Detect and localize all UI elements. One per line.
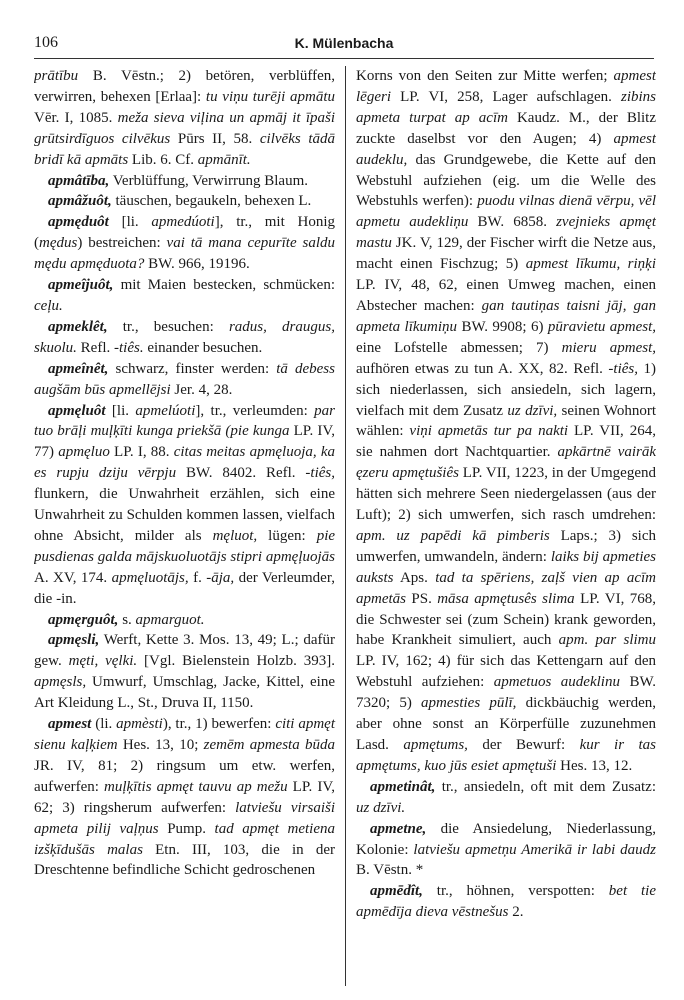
dictionary-entry — [34, 212, 335, 275]
example-text: vai tā mana cepurīte saldu mędu apmęduota? — [34, 235, 335, 273]
gloss-text: Hes. 13, 10; — [117, 737, 204, 753]
gloss-text: seinen Wohnort wählen: — [356, 402, 656, 440]
headword: apmęsli, — [48, 632, 100, 649]
example-text: viņi apmetās tur pa nakti — [409, 423, 569, 440]
gloss-text: einander besuchen. — [143, 339, 263, 356]
example-text: apmarguot. — [135, 611, 205, 628]
gloss-text: LP. IV, 162; 4) für sich das Kettengarn auf den Webstuhl aufziehen: — [356, 653, 656, 691]
example-text: apmānīt. — [197, 151, 251, 168]
example-text: -tiês. — [114, 339, 144, 356]
dictionary-entry — [34, 401, 335, 610]
gloss-text: BW. 7320; 5) — [356, 674, 656, 712]
gloss-text: Werft, Kette 3. Mos. 13, 49; L.; dafür gew. — [34, 632, 335, 670]
gloss-text: dickbäuchig werden, aber ohne sonst an Körperfülle zuzunehmen Lasd. — [356, 695, 656, 753]
example-text: apkārtnē vairāk ęzeru apmętušiês — [356, 444, 656, 482]
example-text: mędus — [39, 235, 78, 252]
gloss-text: aufhören etwas zu tun A. XX, 82. Refl. — [356, 360, 609, 377]
headword: apmetinât, — [370, 778, 436, 795]
gloss-text: Pump. — [158, 820, 215, 837]
example-text: pie pusdienas galda mājskuoluotājs stipri apmęļuojās — [34, 527, 336, 565]
example-text: radus, draugus, skuolu. — [34, 318, 335, 356]
example-text: apmętums, — [403, 737, 468, 753]
gloss-text: LP. IV, 48, 62, einen Umweg machen, einen Abstecher machen: — [356, 277, 656, 314]
gloss-text: schwarz, finster werden: — [108, 360, 277, 377]
gloss-text: Umwurf, Umschlag, Jacke, Kittel, eine Art Kleidung L., St., Druva II, 1150. — [34, 674, 335, 712]
page-header — [34, 30, 654, 56]
dictionary-entry — [34, 191, 335, 212]
example-text: apmèsti — [116, 716, 163, 733]
gloss-text: der Bewurf: — [467, 737, 580, 753]
dictionary-entry — [34, 317, 335, 359]
gloss-text: mit Maien bestecken, schmücken: — [113, 277, 335, 294]
right-column — [345, 66, 656, 986]
example-text: tad ta spēriens, zaļš vien ap acīm apmetās — [356, 569, 656, 607]
example-text: kur ir tas apmętums, kuo jūs esiet apmętuši — [356, 737, 656, 774]
example-text: uz dzīvi, — [507, 402, 558, 419]
example-text: par tuo brāļi muļķīti kunga priekšā (pie kunga — [34, 402, 335, 440]
example-text: apmęluotājs, — [111, 569, 189, 586]
entry-continuation — [34, 66, 335, 171]
example-text: apmęluo — [58, 444, 110, 461]
gloss-text: das Grundgewebe, die Kette auf den Webstuhl aufziehen (eig. um die Welle des Webstuhls werfen): — [356, 151, 656, 210]
gloss-text: Pūrs II, 58. — [170, 130, 260, 147]
example-text: apmest līkumu, riņķi — [525, 256, 656, 273]
dictionary-entry — [34, 275, 335, 317]
example-text: apmesties pūlī, — [421, 695, 517, 712]
example-text: latviešu virsaiši apmeta pilij vaļņus — [34, 799, 335, 837]
gloss-text: tr., höhnen, verspotten: — [422, 883, 609, 900]
gloss-text: B. Vēstn. * — [356, 862, 424, 879]
example-text: tu viņu turēji apmātu — [205, 88, 335, 105]
dictionary-entry — [356, 777, 656, 819]
gloss-text: BW. 8402. Refl. — [176, 465, 306, 482]
gloss-text: eine Lofstelle abmessen; 7) — [356, 339, 562, 356]
gloss-text: Etn. III, 103, die in der Dreschtenne befindliche Schicht gedroschenen — [34, 841, 335, 879]
example-text: apm. uz papēdi kā pimberis — [356, 527, 550, 544]
gloss-text: flunkern, die Unwahrheit erzählen, sich eine Unwahrheit zu Schulden kommen lassen, vielfach ohne Absicht, milder als — [34, 486, 335, 544]
gloss-text: f. — [188, 569, 207, 586]
example-text: gan tautiņas taisni jāj, gan apmeta līkumiņu — [356, 297, 656, 335]
page-number: 106 — [34, 34, 58, 51]
example-text: apmetuos audeklinu — [493, 674, 620, 691]
example-text: męluot, — [212, 527, 258, 544]
gloss-text: ], tr., verleumden: — [195, 402, 315, 419]
gloss-text: Kaudz. M., der Blitz zuckte daselbst vor den Augen; 4) — [356, 109, 656, 147]
gloss-text: LP. VI, 258, Lager aufschlagen. — [391, 88, 621, 105]
example-text: latviešu apmetņu Amerikā ir labi daudz — [413, 841, 656, 858]
gloss-text: LP. VI, 768, die Schwester sei (zum Schein) krank geworden, habe Krankheit simuliert, auch — [356, 590, 656, 649]
example-text: meža sieva viļina un apmāj it īpaši grūtsirdīguos cilvēkus — [34, 109, 335, 147]
example-text: zvejnieks apmęt mastu — [356, 214, 656, 252]
headword: apmâžuôt, — [48, 193, 112, 210]
headword: apmest — [48, 716, 92, 733]
headword: apmēdît, — [370, 883, 423, 900]
gloss-text: [li. — [105, 402, 136, 419]
example-text: citi apmęt sienu kaļķiem — [34, 716, 335, 753]
gloss-text: Korns von den Seiten zur Mitte werfen; — [356, 68, 614, 84]
example-text: prātību — [34, 68, 79, 84]
example-text: -tiês, — [608, 360, 638, 377]
gloss-text: ) bestreichen: — [77, 235, 167, 252]
example-text: laiks bij apmeties auksts — [356, 548, 656, 586]
gloss-text: tr., ansiedeln, oft mit dem Zusatz: — [435, 778, 656, 795]
gloss-text: s. — [118, 611, 136, 628]
gloss-text: BW. 966, 19196. — [144, 256, 250, 273]
example-text: męti, vęlki. — [68, 653, 138, 670]
example-text: apmest lēgeri — [356, 68, 656, 105]
gloss-text: JR. IV, 81; 2) ringsum um etw. werfen, aufwerfen: — [34, 757, 335, 795]
headword: apmâtība, — [48, 172, 110, 189]
left-column — [34, 66, 345, 986]
gloss-text: ), tr., 1) bewerfen: — [162, 716, 276, 733]
gloss-text: Vēr. I, 1085. — [34, 109, 118, 126]
gloss-text: A. XV, 174. — [34, 569, 112, 586]
gloss-text: LP. IV, 62; 3) ringsherum aufwerfen: — [34, 778, 335, 816]
gloss-text: Aps. — [393, 569, 436, 586]
headword: apmęrguôt, — [48, 611, 119, 628]
example-text: tad apmęt metiena izšķīdušās malas — [34, 820, 335, 858]
example-text: cilvēks tādā bridī kā apmāts — [34, 130, 335, 168]
gloss-text: LP. VII, 1223, in der Umgegend hätten sich mehrere Seen niedergelassen (aus der Luft); 2) sich umwerfen, sich rasch umdrehen: — [356, 465, 656, 524]
gloss-text: B. Vēstn.; 2) betören, verblüffen, verwirren, behexen [Erlaa]: — [34, 68, 335, 105]
gloss-text: LP. VII, 264, sie nahmen dort Nachtquartier. — [356, 423, 656, 461]
dictionary-entry — [34, 610, 335, 631]
gloss-text: JK. V, 129, der Fischer wirft die Netze aus, macht einen Fischzug; 5) — [356, 235, 656, 273]
example-text: -āja, — [206, 569, 235, 586]
example-text: muļķītis apmęt tauvu ap mežu — [104, 778, 288, 795]
example-text: apmedúoti — [151, 214, 215, 231]
gloss-text: Laps.; 3) sich umwerfen, umwandeln, ändern: — [356, 527, 656, 565]
example-text: apmest audeklu, — [356, 130, 656, 168]
gloss-text: tr., besuchen: — [107, 318, 229, 335]
headword: apmęduôt — [48, 214, 109, 231]
gloss-text: LP. IV, 77) — [34, 423, 335, 461]
example-text: uz dzīvi. — [356, 799, 406, 816]
dictionary-entry — [34, 171, 335, 192]
gloss-text: täuschen, begaukeln, behexen L. — [111, 193, 312, 210]
dictionary-entry — [356, 819, 656, 882]
gloss-text: die Ansiedelung, Niederlassung, Kolonie: — [356, 820, 656, 858]
gloss-text: der Verleumder, die -in. — [34, 569, 335, 607]
gloss-text: [li. — [108, 214, 152, 231]
dictionary-entry — [34, 630, 335, 714]
gloss-text: BW. 6858. — [468, 214, 557, 231]
gloss-text: Hes. 13, 12. — [556, 757, 633, 774]
example-text: bet tie apmēdīja dieva vēstnešus — [356, 883, 656, 921]
gloss-text: Lib. 6. Cf. — [128, 151, 198, 168]
gloss-text: LP. I, 88. — [109, 444, 174, 461]
gloss-text: 1) sich niederlassen, sich ansiedeln, sich lagern, vielfach mit dem Zusatz — [356, 360, 656, 419]
gloss-text: (li. — [91, 716, 117, 733]
gloss-text: Jer. 4, 28. — [170, 381, 233, 398]
example-text: apmelúoti — [135, 402, 196, 419]
example-text: zemēm apmesta būda — [203, 737, 335, 753]
headword: apmęluôt — [48, 402, 106, 419]
entry-continuation — [356, 66, 656, 777]
example-text: zibins apmeta turpat ap acīm — [356, 88, 656, 126]
example-text: citas meitas apmęluoja, ka es rupju dziju vērpju — [34, 444, 335, 482]
example-text: mieru apmest, — [561, 339, 656, 356]
example-text: puodu vilnas dienā vērpu, vēl apmetu audekliņu — [356, 193, 656, 231]
header-rule — [34, 58, 654, 59]
running-head: K. Mülenbacha — [294, 35, 394, 51]
gloss-text: lügen: — [257, 527, 317, 544]
dictionary-entry — [34, 714, 335, 881]
headword: apmeînêt, — [48, 360, 109, 377]
gloss-text: BW. 9908; 6) — [457, 318, 548, 335]
headword: apmetne, — [370, 820, 427, 837]
gloss-text: Verblüffung, Verwirrung Blaum. — [109, 172, 308, 189]
headword: apmeklêt, — [48, 318, 108, 335]
example-text: -tiês, — [305, 465, 335, 482]
headword: apmeîjuôt, — [48, 277, 114, 294]
gloss-text: ], tr., mit Honig ( — [34, 214, 335, 252]
example-text: apmęsls, — [34, 674, 87, 691]
gloss-text: Refl. — [76, 339, 114, 356]
example-text: tā debess augšām būs apmellējsi — [34, 360, 335, 398]
gloss-text: 2. — [508, 904, 524, 921]
gloss-text: PS. — [406, 590, 438, 607]
gloss-text: [Vgl. Bielenstein Holzb. 393]. — [137, 653, 335, 670]
example-text: ceļu. — [34, 297, 63, 314]
text-columns — [34, 66, 656, 986]
example-text: māsa apmętusês slima — [437, 590, 575, 607]
dictionary-entry — [356, 881, 656, 923]
example-text: pūravietu apmest, — [547, 318, 656, 335]
dictionary-entry — [34, 359, 335, 401]
example-text: apm. par slimu — [558, 632, 656, 649]
